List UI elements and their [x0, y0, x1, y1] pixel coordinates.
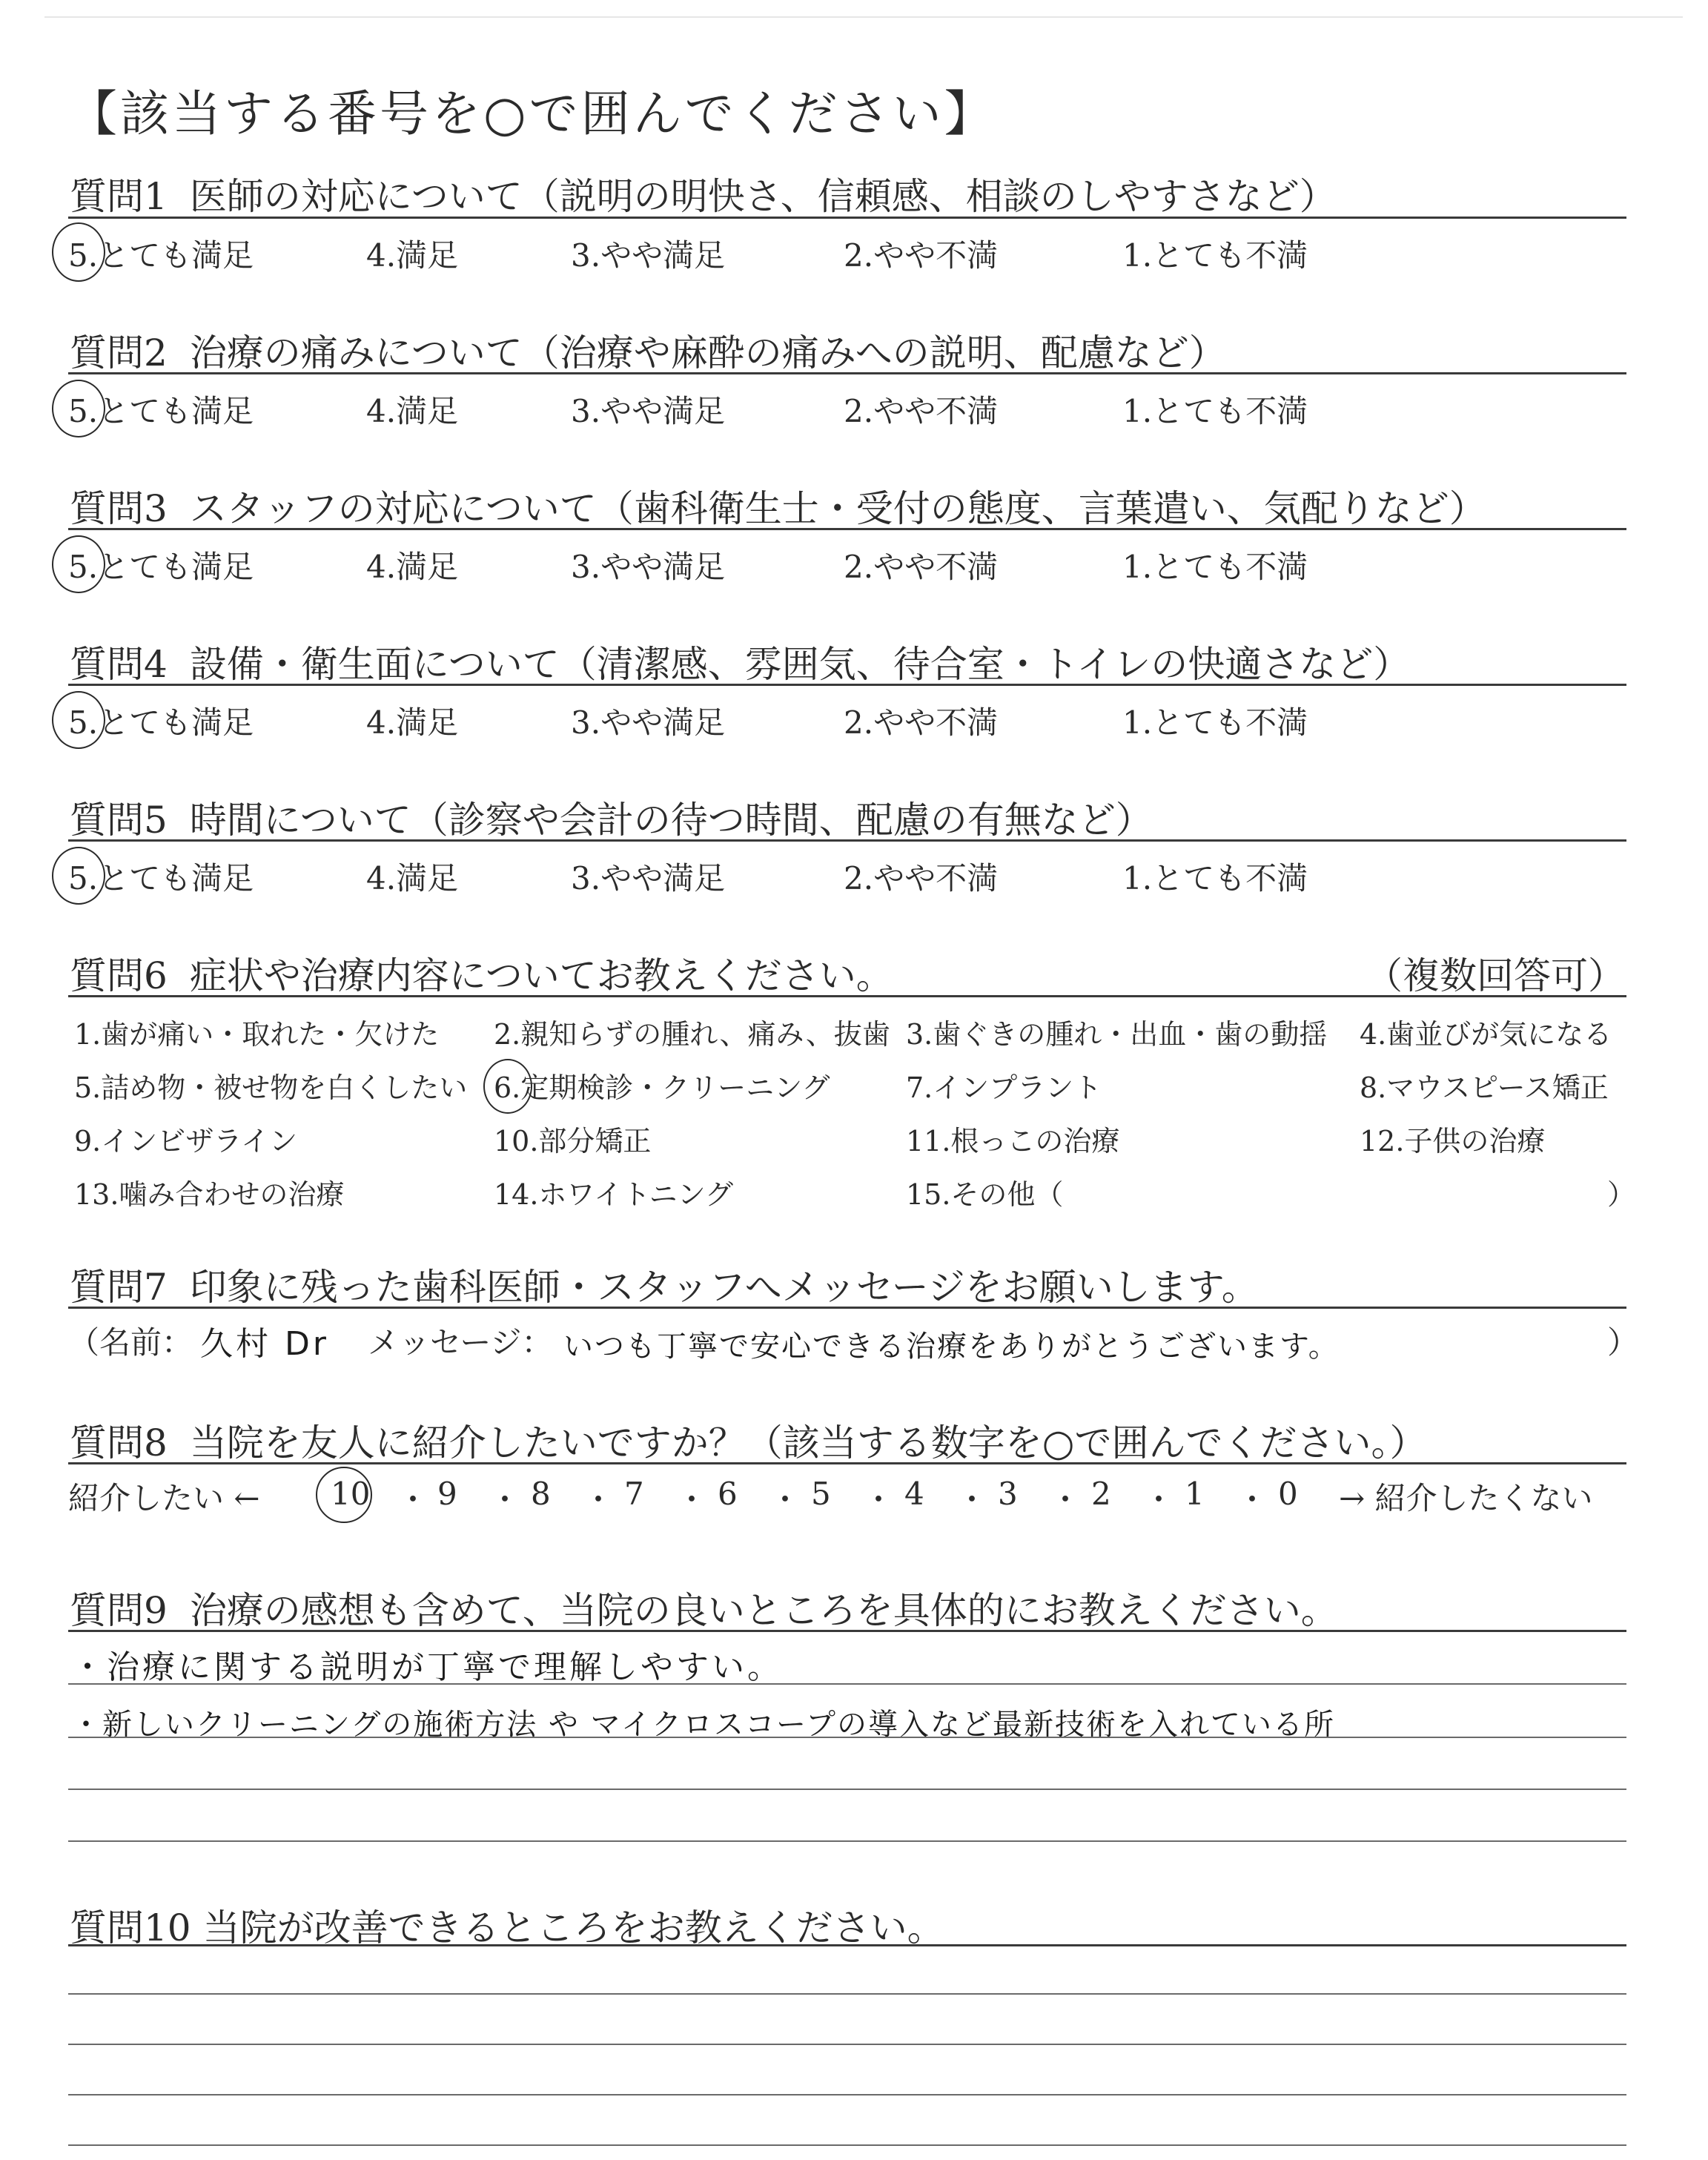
- answer-rule: [68, 2144, 1626, 2146]
- selection-circle: [52, 222, 105, 282]
- rating-option-5[interactable]: 5.とても満足: [68, 393, 254, 429]
- symptom-option[interactable]: 14.ホワイトニング: [494, 1178, 734, 1211]
- question-text: 印象に残った歯科医師・スタッフへメッセージをお願いします。: [189, 1266, 1259, 1309]
- symptom-option-other[interactable]: 15.その他（: [906, 1178, 1064, 1211]
- message-close-paren: ）: [1607, 1324, 1639, 1361]
- rating-option-5[interactable]: 5.とても満足: [68, 549, 254, 585]
- scale-separator: ・: [956, 1482, 988, 1518]
- scale-separator: ・: [397, 1482, 429, 1518]
- scale-2[interactable]: 2: [1091, 1476, 1111, 1512]
- question-rule: [68, 1630, 1626, 1632]
- answer-rule: [68, 2044, 1626, 2045]
- answer-rule: [68, 1789, 1626, 1790]
- symptom-option[interactable]: 12.子供の治療: [1360, 1125, 1546, 1157]
- rating-option-4[interactable]: 4.満足: [366, 393, 459, 429]
- question-label: 質問3: [70, 487, 168, 530]
- question-text: スタッフの対応について（歯科衛生士・受付の態度、言葉遣い、気配りなど）: [189, 487, 1486, 530]
- scale-7[interactable]: 7: [624, 1476, 644, 1512]
- question-label: 質問7: [70, 1266, 168, 1309]
- rating-option-5[interactable]: 5.とても満足: [68, 704, 254, 741]
- selection-circle: [52, 380, 105, 437]
- rating-option-4[interactable]: 4.満足: [366, 704, 459, 741]
- selection-circle: [316, 1467, 372, 1523]
- question-text: 時間について（診察や会計の待つ時間、配慮の有無など）: [189, 799, 1153, 842]
- rating-option-1[interactable]: 1.とても不満: [1122, 393, 1308, 429]
- question-text: 治療の感想も含めて、当院の良いところを具体的にお教えください。: [189, 1589, 1338, 1632]
- question-rule: [68, 1307, 1626, 1309]
- question-rule: [68, 839, 1626, 842]
- rating-option-3[interactable]: 3.やや満足: [571, 393, 726, 429]
- symptom-option[interactable]: 4.歯並びが気になる: [1360, 1018, 1612, 1051]
- symptom-option[interactable]: 13.噛み合わせの治療: [74, 1178, 345, 1211]
- rating-option-3[interactable]: 3.やや満足: [571, 549, 726, 585]
- question-label: 質問5: [70, 799, 168, 842]
- selection-circle: [483, 1059, 532, 1114]
- symptom-option[interactable]: 11.根っこの治療: [906, 1125, 1120, 1157]
- name-label: （名前：: [68, 1324, 193, 1361]
- rating-option-4[interactable]: 4.満足: [366, 237, 459, 274]
- scale-6[interactable]: 6: [718, 1476, 738, 1512]
- rating-option-2[interactable]: 2.やや不満: [844, 860, 999, 896]
- question-rule: [68, 528, 1626, 530]
- question-rule: [68, 995, 1626, 997]
- answer-rule: [68, 1683, 1626, 1685]
- multiple-answer-note: （複数回答可）: [1366, 954, 1625, 997]
- rating-option-5[interactable]: 5.とても満足: [68, 237, 254, 274]
- scale-separator: ・: [1237, 1482, 1268, 1518]
- answer-line[interactable]: ・治療に関する説明が丁寧で理解しやすい。: [71, 1648, 783, 1686]
- symptom-option[interactable]: 10.部分矯正: [494, 1125, 652, 1157]
- scale-0[interactable]: 0: [1278, 1476, 1298, 1512]
- symptom-option[interactable]: 6.定期検診・クリーニング: [494, 1071, 830, 1104]
- scale-separator: ・: [583, 1482, 615, 1518]
- rating-option-1[interactable]: 1.とても不満: [1122, 860, 1308, 896]
- rating-option-3[interactable]: 3.やや満足: [571, 237, 726, 274]
- scale-1[interactable]: 1: [1185, 1476, 1205, 1512]
- question-label: 質問8: [70, 1421, 168, 1464]
- question-text: 症状や治療内容についてお教えください。: [189, 954, 893, 997]
- scale-separator: ・: [1143, 1482, 1175, 1518]
- question-label: 質問4: [70, 643, 168, 686]
- selection-circle: [52, 691, 105, 749]
- scale-separator: ・: [676, 1482, 708, 1518]
- rating-option-1[interactable]: 1.とても不満: [1122, 237, 1308, 274]
- question-rule: [68, 684, 1626, 686]
- rating-option-1[interactable]: 1.とても不満: [1122, 704, 1308, 741]
- answer-rule: [68, 2094, 1626, 2095]
- symptom-option[interactable]: 9.インビザライン: [74, 1125, 298, 1157]
- rating-option-4[interactable]: 4.満足: [366, 549, 459, 585]
- question-label: 質問6: [70, 954, 168, 997]
- question-label: 質問9: [70, 1589, 168, 1632]
- scale-4[interactable]: 4: [904, 1476, 924, 1512]
- rating-option-2[interactable]: 2.やや不満: [844, 549, 999, 585]
- rating-option-1[interactable]: 1.とても不満: [1122, 549, 1308, 585]
- question-label: 質問2: [70, 331, 168, 374]
- scale-8[interactable]: 8: [531, 1476, 551, 1512]
- rating-option-2[interactable]: 2.やや不満: [844, 393, 999, 429]
- page-title: 【該当する番号を○で囲んでください】: [68, 85, 996, 142]
- answer-rule: [68, 1840, 1626, 1842]
- page-top-edge: [44, 16, 1683, 18]
- recommend-right-label: → 紹介したくない: [1339, 1480, 1593, 1516]
- question-rule: [68, 1462, 1626, 1464]
- rating-option-2[interactable]: 2.やや不満: [844, 237, 999, 274]
- rating-option-5[interactable]: 5.とても満足: [68, 860, 254, 896]
- scale-5[interactable]: 5: [811, 1476, 831, 1512]
- symptom-option[interactable]: 5.詰め物・被せ物を白くしたい: [74, 1071, 468, 1104]
- other-close-paren: ）: [1607, 1178, 1636, 1211]
- question-rule: [68, 217, 1626, 219]
- answer-rule: [68, 1737, 1626, 1738]
- scale-separator: ・: [863, 1482, 895, 1518]
- symptom-option[interactable]: 2.親知らずの腫れ、痛み、抜歯: [494, 1018, 890, 1051]
- scale-separator: ・: [489, 1482, 521, 1518]
- answer-line[interactable]: ・新しいクリーニングの施術方法 や マイクロスコープの導入など最新技術を入れている所: [71, 1708, 1336, 1742]
- name-value[interactable]: 久村 Dr: [200, 1325, 329, 1363]
- rating-option-4[interactable]: 4.満足: [366, 860, 459, 896]
- scale-9[interactable]: 9: [437, 1476, 457, 1512]
- symptom-option[interactable]: 8.マウスピース矯正: [1360, 1071, 1609, 1104]
- symptom-option[interactable]: 7.インプラント: [906, 1071, 1102, 1104]
- scale-separator: ・: [1050, 1482, 1082, 1518]
- symptom-option[interactable]: 3.歯ぐきの腫れ・出血・歯の動揺: [906, 1018, 1328, 1051]
- recommend-left-label: 紹介したい ←: [68, 1480, 260, 1516]
- question-label: 質問1: [70, 175, 168, 218]
- question-text: 治療の痛みについて（治療や麻酔の痛みへの説明、配慮など）: [189, 331, 1226, 374]
- message-label: メッセージ：: [368, 1324, 553, 1361]
- question-rule: [68, 372, 1626, 374]
- rating-option-3[interactable]: 3.やや満足: [571, 860, 726, 896]
- answer-rule: [68, 1993, 1626, 1995]
- question-label: 質問10: [70, 1906, 191, 1949]
- rating-option-3[interactable]: 3.やや満足: [571, 704, 726, 741]
- rating-option-2[interactable]: 2.やや不満: [844, 704, 999, 741]
- question-text: 医師の対応について（説明の明快さ、信頼感、相談のしやすさなど）: [189, 175, 1337, 218]
- scale-3[interactable]: 3: [998, 1476, 1018, 1512]
- scale-10[interactable]: 10: [331, 1476, 371, 1512]
- selection-circle: [52, 847, 105, 905]
- message-value[interactable]: いつも丁寧で安心できる治療をありがとうございます。: [563, 1330, 1340, 1364]
- question-rule: [68, 1944, 1626, 1946]
- question-text: 設備・衛生面について（清潔感、雰囲気、待合室・トイレの快適さなど）: [189, 643, 1411, 686]
- scale-separator: ・: [769, 1482, 801, 1518]
- symptom-option[interactable]: 1.歯が痛い・取れた・欠けた: [74, 1018, 440, 1051]
- selection-circle: [52, 535, 105, 593]
- question-text: 当院を友人に紹介したいですか？（該当する数字を○で囲んでください。）: [189, 1421, 1427, 1464]
- question-text: 当院が改善できるところをお教えください。: [202, 1906, 944, 1949]
